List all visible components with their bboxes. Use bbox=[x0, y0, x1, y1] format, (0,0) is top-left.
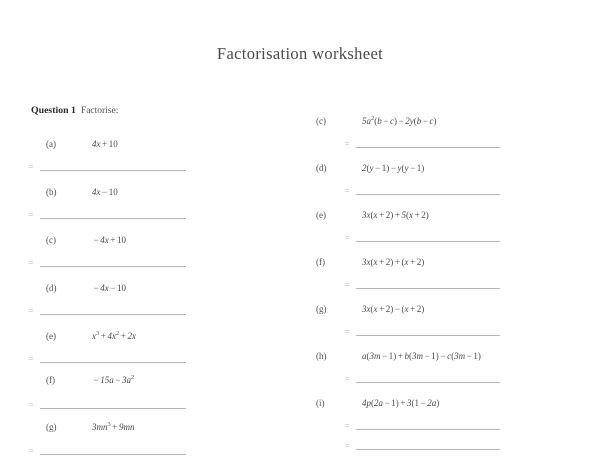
equals-sign: = bbox=[28, 210, 35, 220]
item-label: (f) bbox=[46, 375, 55, 385]
equals-sign: = bbox=[28, 162, 35, 172]
item-expression: 4x + 10 bbox=[92, 139, 118, 149]
item-label: (d) bbox=[46, 283, 57, 293]
item-label: (c) bbox=[46, 235, 56, 245]
item-label: (d) bbox=[316, 163, 327, 173]
equals-sign: = bbox=[344, 233, 351, 243]
item-label: (h) bbox=[316, 351, 327, 361]
answer-rule[interactable] bbox=[40, 170, 186, 171]
item-label: (b) bbox=[46, 187, 57, 197]
item-expression: 3x(x + 2) + 5(x + 2) bbox=[362, 210, 429, 220]
right-column bbox=[300, 0, 600, 450]
equals-sign: = bbox=[28, 446, 35, 456]
item-expression: a(3m − 1) + b(3m − 1) − c(3m − 1) bbox=[362, 351, 481, 361]
answer-rule[interactable] bbox=[40, 408, 186, 409]
page-title: Factorisation worksheet bbox=[216, 44, 384, 63]
item-label: (g) bbox=[316, 304, 327, 314]
left-column bbox=[0, 0, 300, 456]
item-expression: 3x(x + 2) − (x + 2) bbox=[362, 304, 425, 314]
answer-rule[interactable] bbox=[356, 241, 500, 242]
answer-rule[interactable] bbox=[356, 382, 500, 383]
question-instruction: Factorise: bbox=[80, 106, 119, 116]
equals-sign: = bbox=[344, 139, 351, 149]
item-expression: 4x − 10 bbox=[92, 187, 118, 197]
item-expression: − $15a - 3a^2$ bbox=[93, 374, 135, 385]
item-label: (f) bbox=[316, 257, 325, 267]
item-label: (a) bbox=[46, 139, 56, 149]
equals-sign: = bbox=[344, 280, 351, 290]
item-expression: 2(y − 1) − y(y − 1) bbox=[362, 163, 425, 173]
item-expression: $3mn^3 + 9mn$ bbox=[92, 421, 135, 432]
answer-rule[interactable] bbox=[356, 288, 500, 289]
equals-sign: = bbox=[344, 327, 351, 337]
equals-sign: = bbox=[28, 354, 35, 364]
item-label: (e) bbox=[316, 210, 326, 220]
item-expression: − 4x + 10 bbox=[93, 235, 127, 245]
item-label: (c) bbox=[316, 116, 326, 126]
answer-rule[interactable] bbox=[356, 335, 500, 336]
item-expression: 4p(2a − 1) + 3(1 − 2a) bbox=[362, 398, 440, 408]
equals-sign: = bbox=[344, 441, 351, 451]
answer-rule[interactable] bbox=[40, 218, 186, 219]
equals-sign: = bbox=[344, 186, 351, 196]
question-number: Question 1 bbox=[31, 105, 76, 116]
equals-sign: = bbox=[28, 258, 35, 268]
item-label: (g) bbox=[46, 422, 57, 432]
answer-rule[interactable] bbox=[356, 194, 500, 195]
equals-sign: = bbox=[28, 400, 35, 410]
answer-rule[interactable] bbox=[40, 454, 186, 455]
equals-sign: = bbox=[28, 306, 35, 316]
equals-sign: = bbox=[344, 374, 351, 384]
answer-rule[interactable] bbox=[356, 429, 500, 430]
item-expression: − 4x − 10 bbox=[93, 283, 127, 293]
answer-rule[interactable] bbox=[40, 266, 186, 267]
item-expression: $5a^2(b - c) - 2y(b - c)$ bbox=[362, 115, 437, 126]
answer-rule[interactable] bbox=[40, 362, 186, 363]
item-expression: $x^3 + 4x^2 + 2x$ bbox=[92, 330, 136, 341]
equals-sign: = bbox=[344, 421, 351, 431]
answer-rule[interactable] bbox=[40, 314, 186, 315]
item-expression: 3x(x + 2) + (x + 2) bbox=[362, 257, 425, 267]
item-label: (e) bbox=[46, 331, 56, 341]
item-label: (i) bbox=[316, 398, 325, 408]
answer-rule[interactable] bbox=[356, 147, 500, 148]
